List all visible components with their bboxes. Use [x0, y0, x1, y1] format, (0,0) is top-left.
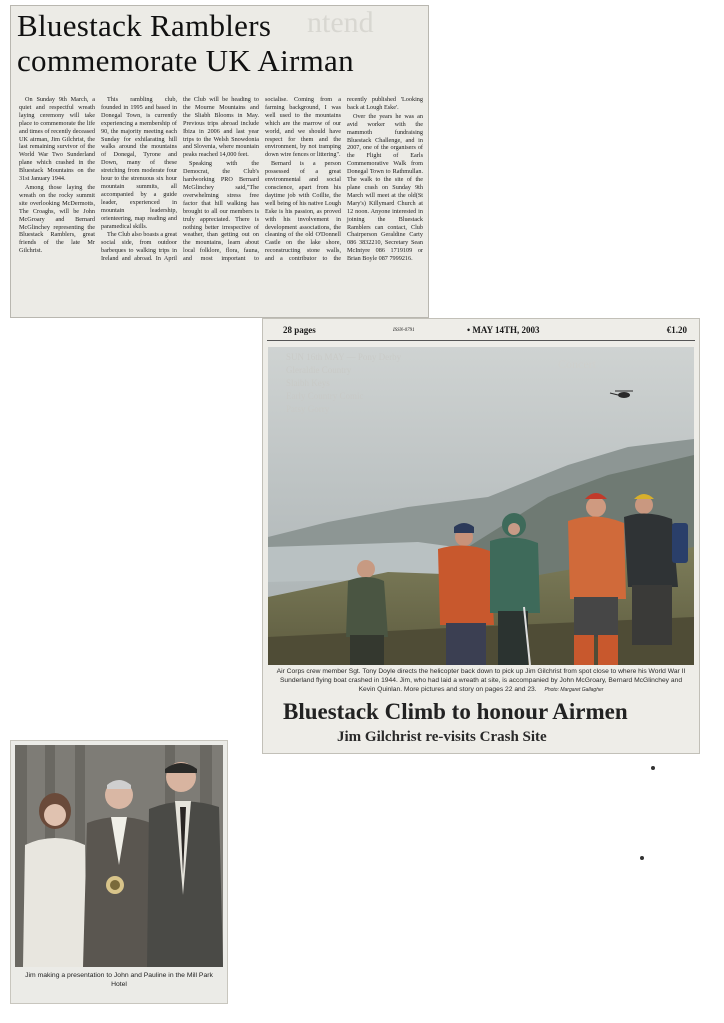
front-page-clipping	[262, 318, 700, 754]
article-headline	[17, 8, 425, 78]
overlay-line: Slaibh Keys	[286, 378, 330, 388]
issue-date: • MAY 14TH, 2003	[467, 325, 540, 335]
scan-speck	[651, 766, 655, 770]
article-paragraph: The Club also boasts a great social side, from outdoor barbeques to walking trips in Ireland and abroad. In April the Club will be heading to the Mourne Mountains and the Sliabh Blooms in May. Previous trips abroad include Ibiza in 2006 and last year trips to the Welsh Snowdonia and Slovenia, where mountain peaks reached 14,000 feet.	[101, 96, 259, 263]
article-paragraph: This rambling club, founded in 1995 and based in Donegal Town, is currently experiencing a membership of 90, the majority meeting each Sunday for exhilarating hill walks around the mountains of Donegal, Tyrone and Down, many of these stretching from moderate four hour to the strenuous six hour mountain summits, all accompanied by a guide leader, experienced in mountain leadership, orienteering, map reading and paramedical skills.	[101, 96, 177, 230]
article-body	[19, 96, 423, 316]
bleed-through-text: ntend	[307, 6, 374, 39]
caption-text: Air Corps crew member Sgt. Tony Doyle directs the helicopter back down to pick up Jim Gilchrist from spot close to where his World War II Sunderland flying boat crashed in 1944. Jim, who had laid a wreath at site, is accompanied by John McGroary, Bernard McGlinchey and Kevin Quinlan. More pictures and story on pages 22 and 23.	[276, 668, 686, 693]
article-paragraph: On Sunday 9th March, a quiet and respectful wreath laying ceremony will take place to commemorate the life and times of recently deceased UK airman, Jim Gilchrist, the last remaining survivor of the World War Two Sunderland plane which crashed in the Bluestack Mountains on the 31st January 1944.	[19, 96, 95, 183]
article-clipping	[10, 5, 429, 318]
bleed-through-overlay	[286, 351, 526, 416]
masthead-bar	[267, 322, 695, 341]
issn-number: ISSN-0791	[393, 328, 415, 333]
overlay-line: SUN 16th MAY — Pony Derby	[286, 352, 402, 362]
overlay-line: Patsy Gorry	[286, 404, 330, 414]
scan-speck	[640, 856, 644, 860]
headline-line-2: commemorate UK Airman	[17, 43, 354, 78]
overlay-right-text: Concert	[558, 357, 596, 371]
article-paragraph: Bernard is a person possessed of a great environmental and social conscience, apart from his daytime job with Coillte, the well being of his native Lough Eske is his passion, as proved with his involvement in development associations, the cleaning of the old O'Donnell Castle on the lake shore, reconstructing stone walls, and a contributor to the recently published 'Looking back at Lough Eske'.	[265, 96, 423, 263]
front-subhead: Jim Gilchrist re-visits Crash Site	[337, 729, 547, 745]
presentation-caption: Jim making a presentation to John and Pauline in the Mill Park Hotel	[25, 972, 213, 988]
presentation-image	[15, 745, 223, 967]
cover-price: €1.20	[666, 325, 687, 335]
page-count: 28 pages	[283, 325, 316, 335]
headline-line-1: Bluestack Ramblers	[17, 8, 272, 43]
overlay-line: Gleraldie Country	[286, 365, 352, 375]
article-paragraph: Over the years he was an avid worker with the mammoth fundraising Bluestack Challenge, and in 2007, one of the organisers of the Flight of Earls Commemorative Walk from Donegal Town to Rathmullan. The walk to the site of the plane crash on Sunday 9th March will meet at the old(St Mary's) Killymard Church at 12 noon. Anyone interested in joining the Bluestack Ramblers can contact, Club Chairperson Geraldine Carty 086 3832210, Secretary Sean McIntyre 086 1719109 or Brian Boyle 087 7999216.	[347, 112, 423, 263]
overlay-line: Early Country Comic	[286, 391, 364, 401]
article-paragraph: Speaking with the Democrat, the Club's hardworking PRO Bernard McGlinchey said,"The overwhelming stress free factor that hill walking has brought to all our members is truly appreciated. There is nothing better irrespective of weather, than getting out on the mountains, learn about local folklore, flora, fauna, and most important to socialise. Coming from a farming background, I was well used to the mountains which are the marrow of our world, and we should have respect for them and the environment, by not tramping down wire fences or littering".	[183, 96, 341, 263]
presentation-photo	[15, 745, 223, 967]
photo-credit: Photo: Margaret Gallagher	[544, 687, 604, 693]
presentation-clipping	[10, 740, 228, 1004]
front-photo-caption	[271, 667, 691, 695]
article-paragraph: Among those laying the wreath on the rocky summit site overlooking McDermotts, The Croaghs, will be John McGroary and Bernard McGlinchey representing the Bluestack Ramblers, great friends of the late Mr Gilchrist.	[19, 183, 95, 255]
front-headline: Bluestack Climb to honour Airmen	[283, 699, 628, 724]
mountain-group-photo	[268, 347, 694, 665]
